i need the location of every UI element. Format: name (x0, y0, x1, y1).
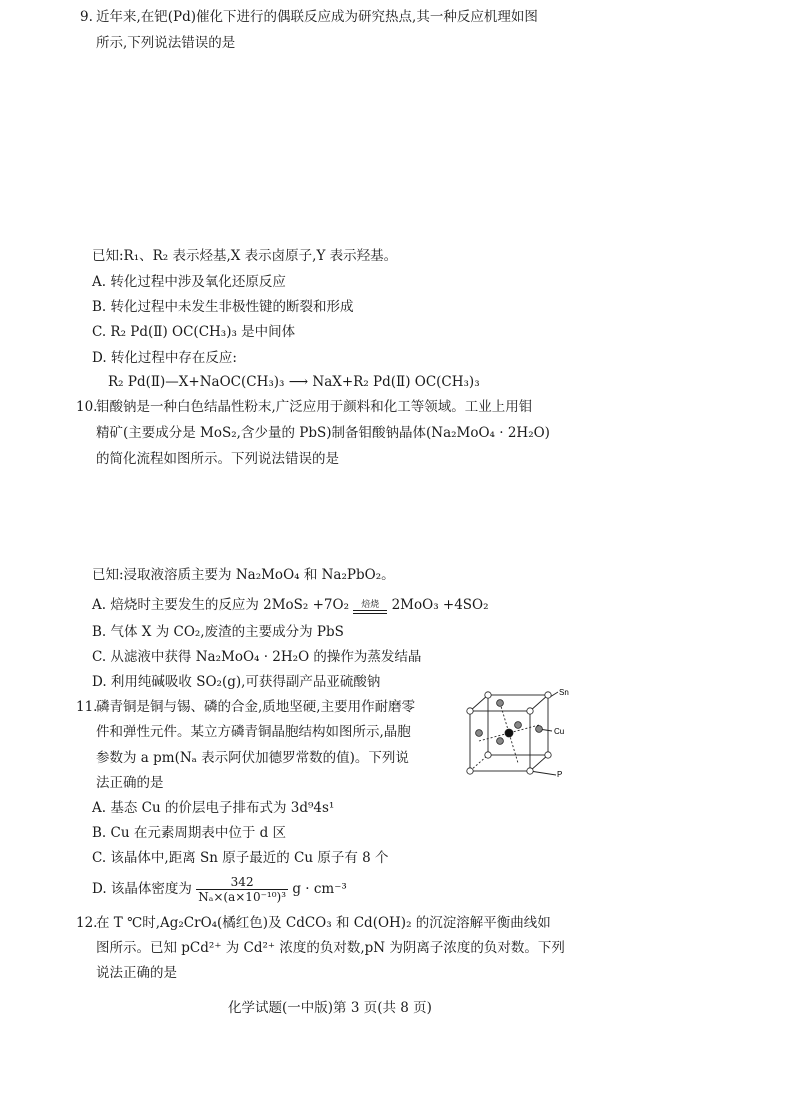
cu-atom (536, 726, 543, 733)
question-9-stem-line-2: 所示,下列说法错误的是 (96, 35, 236, 51)
density-numerator: 342 (196, 875, 288, 890)
question-11-option-d (92, 874, 347, 904)
p-label: P (557, 770, 563, 779)
question-9-option-d-equation: R₂ Pd(Ⅱ)—X+NaOC(CH₃)₃ ⟶ NaX+R₂ Pd(Ⅱ) OC(CH₃)₃ (108, 374, 480, 390)
cu-label: Cu (554, 727, 565, 736)
question-12-number: 12. (76, 915, 98, 931)
sn-atom (527, 708, 533, 714)
cu-atom (497, 738, 504, 745)
equals-sign-icon (353, 610, 387, 614)
question-11-number: 11. (76, 699, 98, 715)
reaction-condition-arrow (353, 600, 387, 614)
question-11-stem-line-2: 件和弹性元件。某立方磷青铜晶胞结构如图所示,晶胞 (96, 724, 411, 740)
sn-label: Sn (559, 688, 569, 697)
question-9-stem-line-1: 近年来,在钯(Pd)催化下进行的偶联反应成为研究热点,其一种反应机理如图 (96, 9, 538, 25)
sn-atom (467, 708, 473, 714)
question-10-stem-line-2: 精矿(主要成分是 MoS₂,含少量的 PbS)制备钼酸钠晶体(Na₂MoO₄ · 2H₂O) (96, 425, 550, 441)
density-fraction (196, 875, 288, 904)
question-10-option-a-reactants: A. 焙烧时主要发生的反应为 2MoS₂ +7O₂ (92, 597, 349, 613)
cu-atom (476, 730, 483, 737)
question-9-option-c: C. R₂ Pd(Ⅱ) OC(CH₃)₃ 是中间体 (92, 324, 296, 340)
sn-atom (545, 692, 551, 698)
cu-atom (497, 700, 504, 707)
question-10-option-a-products: 2MoO₃ +4SO₂ (391, 597, 489, 613)
question-10-number: 10. (76, 399, 98, 415)
sn-atom (467, 768, 473, 774)
question-11-option-c: C. 该晶体中,距离 Sn 原子最近的 Cu 原子有 8 个 (92, 850, 389, 866)
reaction-condition-label: 焙烧 (361, 600, 380, 610)
question-11-stem-line-1: 磷青铜是铜与锡、磷的合金,质地坚硬,主要用作耐磨零 (96, 699, 416, 715)
question-12-stem-line-2: 图所示。已知 pCd²⁺ 为 Cd²⁺ 浓度的负对数,pN 为阴离子浓度的负对数。下列 (96, 940, 565, 956)
question-12-stem-line-1: 在 T ℃时,Ag₂CrO₄(橘红色)及 CdCO₃ 和 Cd(OH)₂ 的沉淀溶解平衡曲线如 (96, 915, 551, 931)
sn-atom (485, 692, 491, 698)
question-10-known: 已知:浸取液溶质主要为 Na₂MoO₄ 和 Na₂PbO₂。 (92, 567, 395, 583)
p-atom (505, 729, 513, 737)
question-10-option-a (92, 596, 489, 614)
sn-atom (527, 768, 533, 774)
density-unit: g · cm⁻³ (292, 881, 347, 897)
crystal-cell-diagram (458, 688, 569, 779)
question-11-option-b: B. Cu 在元素周期表中位于 d 区 (92, 825, 287, 841)
question-10-stem-line-3: 的简化流程如图所示。下列说法错误的是 (96, 451, 339, 467)
density-denominator: Nₐ×(a×10⁻¹⁰)³ (198, 890, 287, 904)
question-12-stem-line-3: 说法正确的是 (96, 965, 177, 981)
question-9-option-a: A. 转化过程中涉及氧化还原反应 (92, 274, 286, 290)
question-10-stem-line-1: 钼酸钠是一种白色结晶性粉末,广泛应用于颜料和化工等领域。工业上用钼 (96, 399, 533, 415)
question-9-known: 已知:R₁、R₂ 表示烃基,X 表示卤原子,Y 表示羟基。 (92, 248, 398, 264)
sn-atom (545, 752, 551, 758)
question-9-number: 9. (80, 9, 93, 25)
question-11-option-a: A. 基态 Cu 的价层电子排布式为 3d⁹4s¹ (92, 800, 335, 816)
sn-atom (485, 752, 491, 758)
question-9-option-d: D. 转化过程中存在反应: (92, 350, 237, 366)
question-10-option-c: C. 从滤液中获得 Na₂MoO₄ · 2H₂O 的操作为蒸发结晶 (92, 649, 422, 665)
question-11-option-d-prefix: D. 该晶体密度为 (92, 881, 192, 897)
question-11-stem-line-4: 法正确的是 (96, 775, 164, 791)
question-11-stem-line-3: 参数为 a pm(Nₐ 表示阿伏加德罗常数的值)。下列说 (96, 750, 409, 766)
question-10-option-b: B. 气体 X 为 CO₂,废渣的主要成分为 PbS (92, 624, 344, 640)
question-9-option-b: B. 转化过程中未发生非极性键的断裂和形成 (92, 299, 354, 315)
cu-atom (515, 722, 522, 729)
page-footer: 化学试题(一中版)第 3 页(共 8 页) (228, 1000, 432, 1016)
question-10-option-d: D. 利用纯碱吸收 SO₂(g),可获得副产品亚硫酸钠 (92, 674, 381, 690)
